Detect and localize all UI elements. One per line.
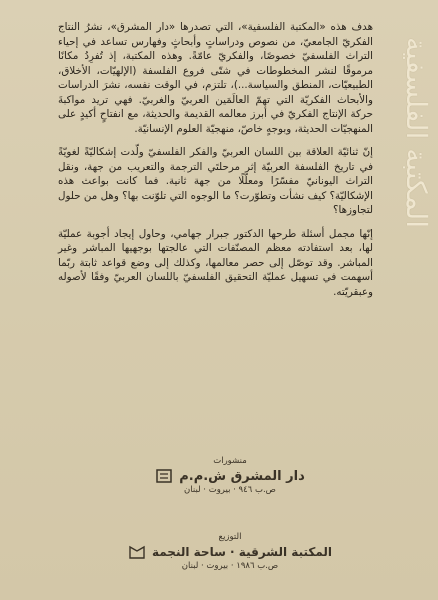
publisher-address: ص.ب ٩٤٦ · بيروت · لبنان (184, 485, 276, 495)
publisher-logo-icon (155, 467, 173, 485)
paragraph-author: إنّها مجمل أسئلة طرحها الدكتور جبرار جهامي، وحاول إيجاد أجوبة عمليّة لها، بعد استفادته معظم المصنّفات التي عالجتها بوجهيها المباشر وغير المباشر. وقد توصّل إلى حصر معالمها، وكذلك إلى وضع قواعد ثابتة ربّما أسهمت في تسهيل عمليّة التحقيق الفلسفيّ باللسان العربيّ وفقًا لأصوله وعبقريّته. (58, 227, 373, 298)
cover-description (58, 20, 373, 308)
distributor-block (120, 532, 340, 572)
paragraph-problem: إنّ ثنائيّة العلاقة بين اللسان العربيّ والفكر الفلسفيّ ولّدت إشكاليّةً لغويّةً في تاريخ الفلسفة العربيّة إثر مرحلتَي الترجمة والتعريب من جهة، ونقل التراث اليونانيّ مفسّرًا ومعلّلًا من جهة ثانية. فما كانت بواعث هذه الإشكاليّة؟ كيف نشأت وتطوّرت؟ ما الوجوه التي تلوّنت بها؟ وهل من حلول لتجاوزها؟ (58, 146, 373, 216)
distributor-label: التوزيع (218, 532, 242, 542)
distributor-name: المكتبة الشرقية · ساحة النجمة (151, 544, 333, 559)
publisher-name: دار المشرق ش.م.م (179, 468, 305, 484)
distributor-address: ص.ب ١٩٨٦ · بيروت · لبنان (181, 561, 279, 571)
paragraph-intro: هدف هذه «المكتبة الفلسفية»، التي تصدرها «دار المشرق»، نشرُ النتاج الفكريّ الجامعيّ، من نصوص ودراساتٍ وأبحاثٍ وفهارس تساعد في إحياء التراث الفلسفيّ خصوصًا، والفكريّ عامّةً. وهذه المكتبة، إذ تُفرِدُ مكانًا مرموقًا لنشر المخطوطات في شتّى فروع الفلسفة (الإلهيّات، الأخلاق، الطبيعيّات، المنطق والسياسة...)، تلتزم، في الوقت نفسه، نشرَ الدراسات والأبحاث الفكريّة التي تهمّ العالَمَين العربيّ والغربيّ. فهي تريد مواكبةَ حركة الإنتاج الفكريّ في أبرز معالمه القديمة والحديثة، مع انفتاحٍ أكيدٍ على المنهجيّات الحديثة، وبوجهٍ خاصّ، منهجيّة العلوم الإنسانيّة. (58, 21, 373, 135)
publisher-label: منشورات (213, 456, 247, 466)
series-title: المكتبة الفلسفية (400, 37, 433, 229)
distributor-logo-icon (128, 543, 146, 561)
publisher-block (120, 456, 340, 496)
